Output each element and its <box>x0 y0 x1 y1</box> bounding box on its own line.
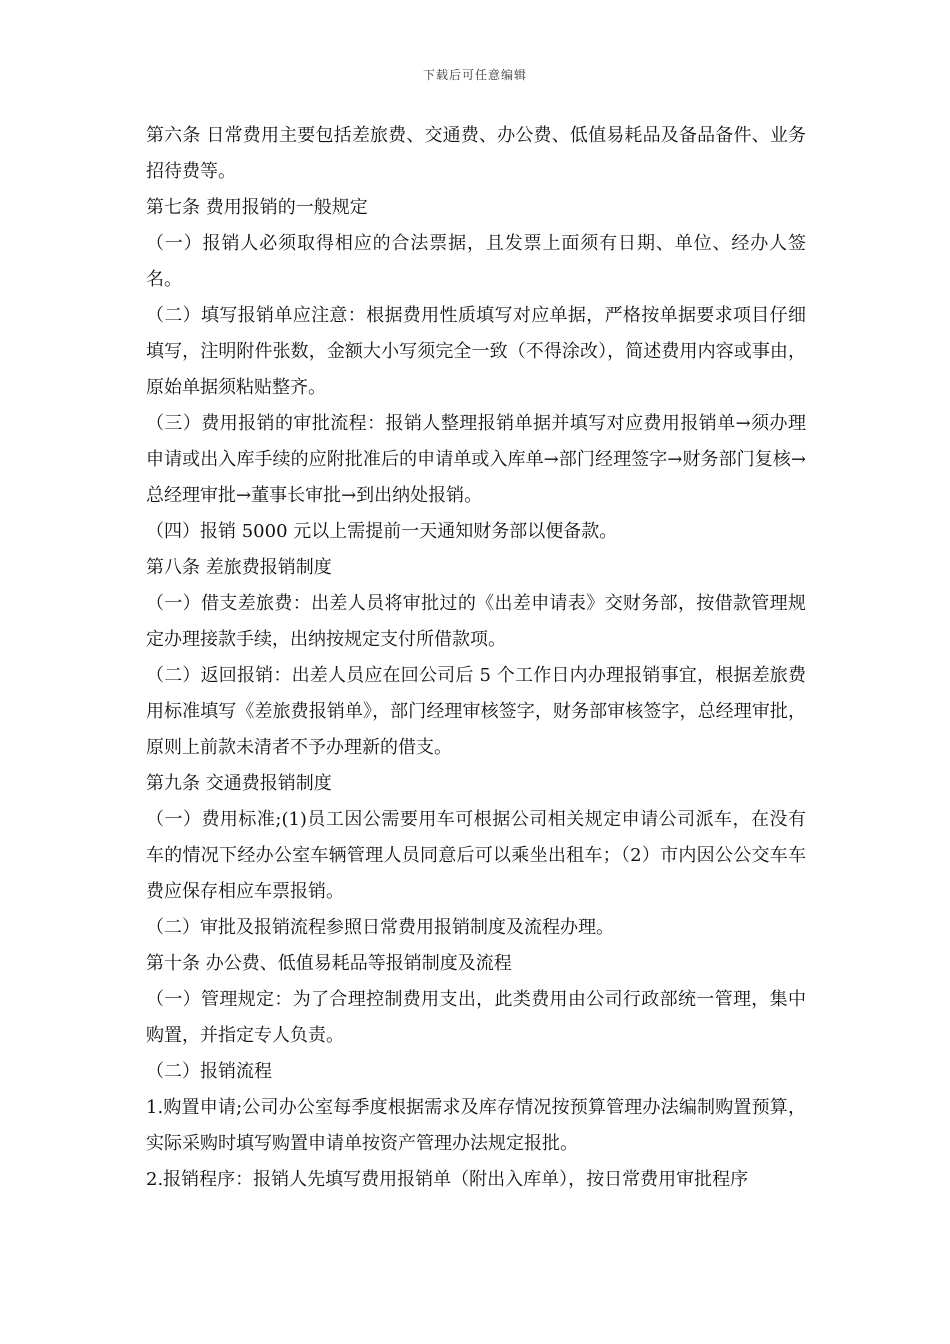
paragraph-9-1: （一）费用标准;(1)员工因公需要用车可根据公司相关规定申请公司派车，在没有车的情况下经办公室车辆管理人员同意后可以乘坐出租车；（2）市内因公公交车车费应保存相应车票报销。 <box>146 809 806 902</box>
paragraph-8-1: （一）借支差旅费：出差人员将审批过的《出差申请表》交财务部，按借款管理规定办理接款手续，出纳按规定支付所借款项。 <box>146 593 806 650</box>
paragraph-8-2: （二）返回报销：出差人员应在回公司后 5 个工作日内办理报销事宜，根据差旅费用标准填写《差旅费报销单》，部门经理审核签字，财务部审核签字，总经理审批，原则上前款未清者不予办理新的借支。 <box>146 665 806 758</box>
heading-article-7: 第七条 费用报销的一般规定 <box>146 197 368 218</box>
heading-article-8: 第八条 差旅费报销制度 <box>146 557 332 578</box>
paragraph-7-2: （二）填写报销单应注意：根据费用性质填写对应单据，严格按单据要求项目仔细填写，注明附件张数，金额大小写须完全一致（不得涂改），简述费用内容或事由，原始单据须粘贴整齐。 <box>146 305 806 398</box>
paragraph-10-1: （一）管理规定：为了合理控制费用支出，此类费用由公司行政部统一管理，集中购置，并指定专人负责。 <box>146 989 806 1046</box>
paragraph-7-1: （一）报销人必须取得相应的合法票据，且发票上面须有日期、单位、经办人签名。 <box>146 233 806 290</box>
paragraph-7-3: （三）费用报销的审批流程：报销人整理报销单据并填写对应费用报销单→须办理申请或出入库手续的应附批准后的申请单或入库单→部门经理签字→财务部门复核→总经理审批→董事长审批→到出纳处报销。 <box>146 413 806 506</box>
document-body <box>146 118 806 1198</box>
paragraph-article-6: 第六条 日常费用主要包括差旅费、交通费、办公费、低值易耗品及备品备件、业务招待费等。 <box>146 125 806 182</box>
paragraph-10-2-item-1: 1.购置申请;公司办公室每季度根据需求及库存情况按预算管理办法编制购置预算，实际采购时填写购置申请单按资产管理办法规定报批。 <box>146 1097 806 1154</box>
paragraph-7-4: （四）报销 5000 元以上需提前一天通知财务部以便备款。 <box>146 521 618 542</box>
paragraph-9-2: （二）审批及报销流程参照日常费用报销制度及流程办理。 <box>146 917 614 938</box>
page-header-note: 下载后可任意编辑 <box>422 68 527 82</box>
heading-article-9: 第九条 交通费报销制度 <box>146 773 332 794</box>
heading-article-10: 第十条 办公费、低值易耗品等报销制度及流程 <box>146 953 512 974</box>
paragraph-10-2: （二）报销流程 <box>146 1061 272 1082</box>
paragraph-10-2-item-2: 2.报销程序：报销人先填写费用报销单（附出入库单），按日常费用审批程序 <box>146 1169 749 1190</box>
